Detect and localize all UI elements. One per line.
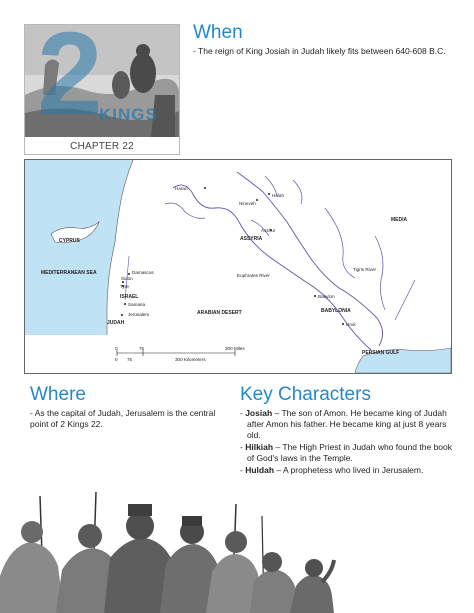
key-characters-list [240, 408, 460, 477]
where-heading: Where [30, 384, 86, 405]
book-cover [24, 24, 180, 155]
map-label-israel: ISRAEL [120, 294, 139, 300]
map-label-babylonia: BABYLONIA [321, 308, 351, 314]
map-label-ashur: Asshur [261, 228, 276, 233]
list-item: - Huldah – A prophetess who lived in Jerusalem. [240, 465, 424, 475]
where-text: - As the capital of Judah, Jerusalem is the central point of 2 Kings 22. [30, 408, 216, 429]
map-label-samaria: Samaria [128, 302, 146, 307]
scale-miles-0: 0 [115, 346, 118, 351]
character-name: Huldah [245, 465, 275, 475]
map-label-euphrates: Euphrates River [237, 273, 270, 278]
character-name: Hilkiah [245, 442, 274, 452]
scale-km-300: 300 Kilometers [175, 357, 206, 362]
character-desc: – The High Priest in Judah who found the book of God's laws in the Temple. [247, 442, 453, 463]
map-label-uruk: Uruk [346, 322, 356, 327]
chapter-label: CHAPTER 22 [70, 141, 134, 152]
map-label-mediterranean: MEDITERRANEAN SEA [41, 270, 97, 276]
map-label-haran: Haran [175, 186, 188, 191]
character-name: Josiah [245, 408, 273, 418]
map-label-cyprus: CYPRUS [59, 238, 80, 244]
map-drawing [25, 160, 451, 373]
scale-miles-300: 300 Miles [225, 346, 245, 351]
map-label-damascus: Damascus [132, 270, 154, 275]
list-item: - Josiah – The son of Amon. He became king of Judah after Amon his father. He became king at just 8 years old. [240, 408, 447, 440]
scale-km-0: 0 [115, 357, 118, 362]
character-desc: – A prophetess who lived in Jerusalem. [274, 465, 424, 475]
key-characters-heading: Key Characters [240, 384, 371, 405]
bottom-illustration [0, 486, 474, 613]
scale-km-75: 75 [127, 357, 133, 362]
map-label-jerusalem: Jerusalem [128, 312, 150, 317]
map-label-assyria: ASSYRIA [240, 236, 263, 242]
when-heading: When [193, 22, 243, 43]
map-label-sidon: Sidon [121, 276, 133, 281]
map-label-nineveh: Nineveh [239, 201, 256, 206]
map-label-babylon: Babylon [318, 294, 335, 299]
scale-miles-75: 75 [139, 346, 145, 351]
when-text: - The reign of King Josiah in Judah likely fits between 640-608 B.C. [193, 46, 446, 56]
map-label-halah: Halah [272, 193, 285, 198]
character-desc: – The son of Amon. He became king of Judah after Amon his father. He became king at just 8 years old. [247, 408, 447, 440]
map-label-tigris: Tigris River [353, 267, 377, 272]
cover-title: KINGS [99, 105, 158, 124]
list-item: - Hilkiah – The High Priest in Judah who found the book of God's laws in the Temple. [240, 442, 453, 463]
map [24, 159, 452, 374]
map-label-persian-gulf: PERSIAN GULF [362, 350, 400, 356]
map-label-judah: JUDAH [107, 320, 125, 326]
map-label-media: MEDIA [391, 217, 408, 223]
map-label-tyre: Tyre [120, 284, 129, 289]
cover-numeral: 2 [37, 24, 103, 140]
map-label-arabian-desert: ARABIAN DESERT [197, 310, 242, 316]
